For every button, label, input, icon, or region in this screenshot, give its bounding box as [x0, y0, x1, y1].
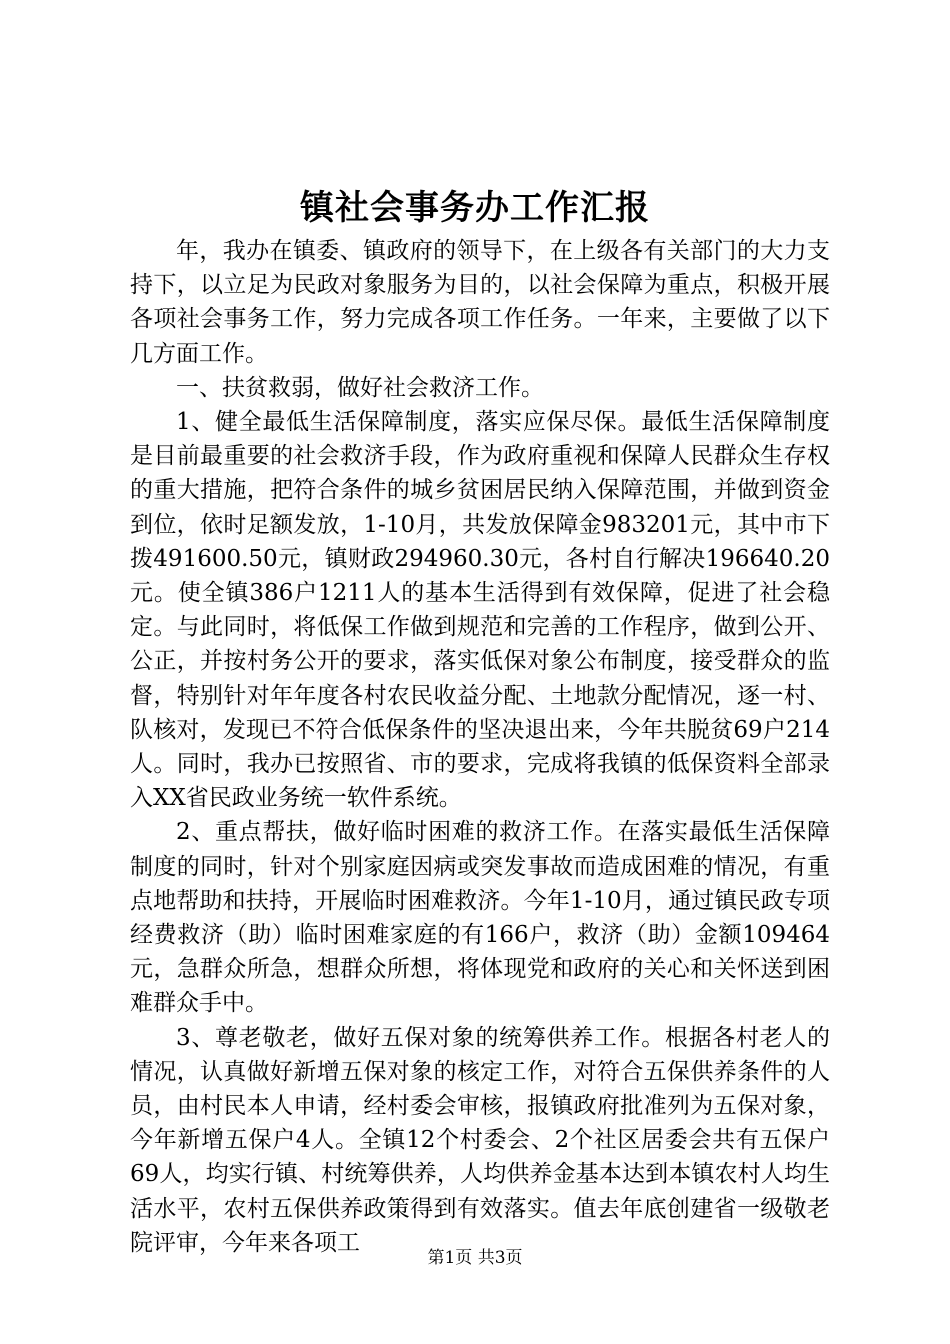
paragraph-item-2: 2、重点帮扶，做好临时困难的救济工作。在落实最低生活保障制度的同时，针对个别家庭因病或突发事故而造成困难的情况，有重点地帮助和扶持，开展临时困难救济。今年1-10月，通过镇民政专项经费救济（助）临时困难家庭的有166户，救济（助）金额109464元，急群众所急，想群众所想，将体现党和政府的关心和关怀送到困难群众手中。 — [130, 819, 830, 1017]
paragraph-item-1: 1、健全最低生活保障制度，落实应保尽保。最低生活保障制度是目前最重要的社会救济手段，作为政府重视和保障人民群众生存权的重大措施，把符合条件的城乡贫困居民纳入保障范围，并做到资金到位，依时足额发放，1-10月，共发放保障金983201元，其中市下拨491600.50元，镇财政294960.30元，各村自行解决196640.20元。使全镇386户1211人的基本生活得到有效保障，促进了社会稳定。与此同时，将低保工作做到规范和完善的工作程序，做到公开、公正，并按村务公开的要求，落实低保对象公布制度，接受群众的监督，特别针对年年度各村农民收益分配、土地款分配情况，逐一村、队核对，发现已不符合低保条件的坚决退出来，今年共脱贫69户214人。同时，我办已按照省、市的要求，完成将我镇的低保资料全部录入XX省民政业务统一软件系统。 — [130, 409, 830, 812]
page-number-footer: 第1页 共3页 — [427, 1248, 523, 1268]
paragraph-intro: 年，我办在镇委、镇政府的领导下，在上级各有关部门的大力支持下，以立足为民政对象服务为目的，以社会保障为重点，积极开展各项社会事务工作，努力完成各项工作任务。一年来，主要做了以下几方面工作。 — [130, 238, 830, 367]
paragraph-section-heading: 一、扶贫救弱，做好社会救济工作。 — [176, 374, 544, 401]
paragraph-item-3: 3、尊老敬老，做好五保对象的统筹供养工作。根据各村老人的情况，认真做好新增五保对象的核定工作，对符合五保供养条件的人员，由村民本人申请，经村委会审核，报镇政府批准列为五保对象，今年新增五保户4人。全镇12个村委会、2个社区居委会共有五保户69人，均实行镇、村统筹供养，人均供养金基本达到本镇农村人均生活水平，农村五保供养政策得到有效落实。值去年底创建省一级敬老院评审，今年来各项工 — [130, 1024, 830, 1256]
document-body — [130, 234, 830, 1260]
document-title: 镇社会事务办工作汇报 — [300, 188, 650, 228]
